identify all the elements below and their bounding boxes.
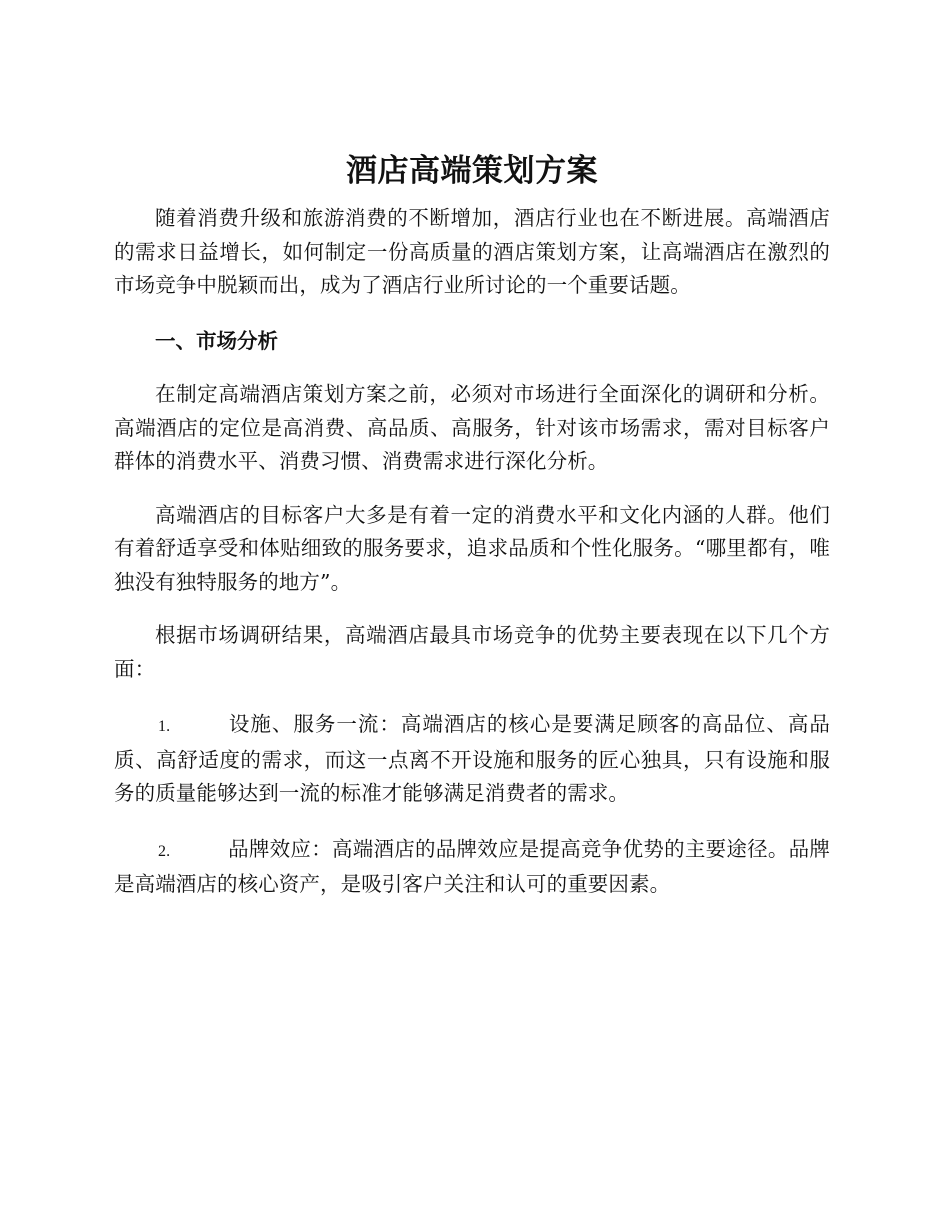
section-heading-market-analysis: 一、市场分析: [155, 328, 278, 353]
list-item-text: 品牌效应：高端酒店的品牌效应是提高竞争优势的主要途径。品牌是高端酒店的核心资产，是吸引客户关注和认可的重要因素。: [114, 836, 830, 896]
list-item: [114, 833, 830, 902]
intro-paragraph: 随着消费升级和旅游消费的不断增加，酒店行业也在不断进展。高端酒店的需求日益增长，如何制定一份高质量的酒店策划方案，让高端酒店在激烈的市场竞争中脱颖而出，成为了酒店行业所讨论的一个重要话题。: [114, 206, 830, 297]
list-item-text: 设施、服务一流：高端酒店的核心是要满足顾客的高品位、高品质、高舒适度的需求，而这一点离不开设施和服务的匠心独具，只有设施和服务的质量能够达到一流的标准才能够满足消费者的需求。: [114, 712, 830, 805]
document-title: 酒店高端策划方案: [346, 153, 598, 189]
target-customer-paragraph: 高端酒店的目标客户大多是有着一定的消费水平和文化内涵的人群。他们有着舒适享受和体贴细致的服务要求，追求品质和个性化服务。“哪里都有，唯独没有独特服务的地方”。: [114, 502, 830, 594]
market-analysis-paragraph: 在制定高端酒店策划方案之前，必须对市场进行全面深化的调研和分析。高端酒店的定位是高消费、高品质、高服务，针对该市场需求，需对目标客户群体的消费水平、消费习惯、消费需求进行深化分析。: [114, 382, 830, 473]
list-item: [114, 708, 830, 811]
list-item-number: 2.: [158, 842, 171, 860]
list-item-number: 1.: [158, 718, 171, 735]
competitive-advantage-intro: 根据市场调研结果，高端酒店最具市场竞争的优势主要表现在以下几个方面：: [114, 623, 830, 681]
document-body: [114, 148, 830, 902]
